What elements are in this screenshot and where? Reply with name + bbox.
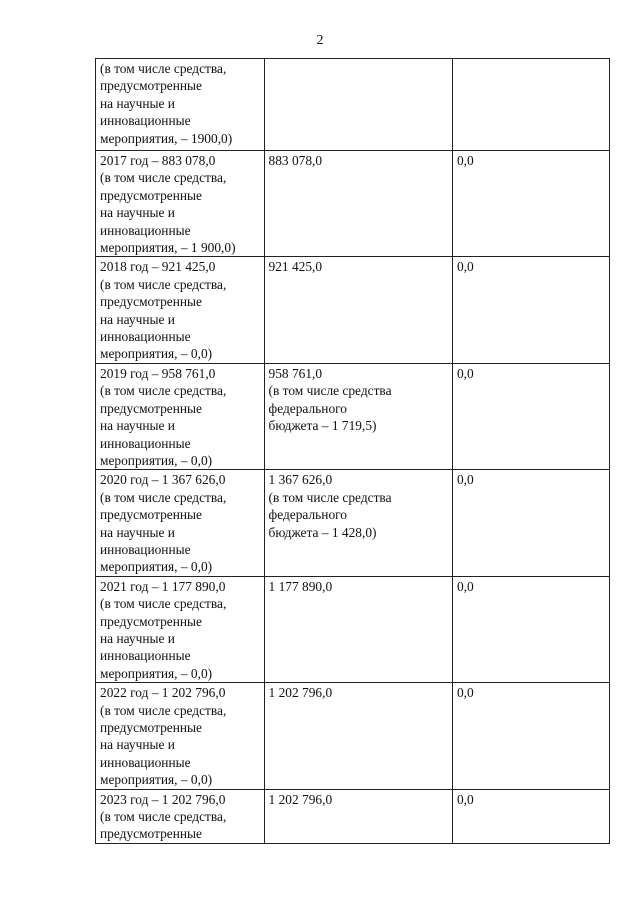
cell-text-line: 1 202 796,0 xyxy=(268,685,333,701)
other-sources-cell xyxy=(452,470,609,576)
cell-text-line: 0,0 xyxy=(456,365,474,381)
cell-text-line: инновационные xyxy=(100,222,191,238)
cell-text-line: (в том числе средства, xyxy=(100,276,227,292)
period-amount-cell xyxy=(96,470,265,576)
cell-text-line: 2022 год – 1 202 796,0 xyxy=(100,685,226,701)
cell-text-line: предусмотренные xyxy=(100,78,202,94)
cell-text-line: (в том числе средства, xyxy=(100,596,227,612)
other-sources-cell xyxy=(452,683,609,789)
cell-text-line: 1 367 626,0 xyxy=(268,472,333,488)
cell-text-line: 1 202 796,0 xyxy=(268,791,333,807)
cell-text-line: на научные и xyxy=(100,737,175,753)
cell-text-line: 2018 год – 921 425,0 xyxy=(100,259,216,275)
cell-text-line: федерального xyxy=(268,507,347,523)
period-amount-cell xyxy=(96,683,265,789)
cell-text-line: мероприятия, – 0,0) xyxy=(100,346,213,362)
table-row xyxy=(96,683,610,789)
cell-text-line: 2023 год – 1 202 796,0 xyxy=(100,791,226,807)
cell-text-line: (в том числе средства, xyxy=(100,383,227,399)
other-sources-cell xyxy=(452,257,609,363)
cell-text-line: бюджета – 1 428,0) xyxy=(268,524,377,540)
cell-text-line: на научные и xyxy=(100,630,175,646)
period-amount-cell xyxy=(96,257,265,363)
cell-text-line: мероприятия, – 0,0) xyxy=(100,665,213,681)
table-row xyxy=(96,59,610,151)
table-row xyxy=(96,151,610,257)
regional-budget-cell xyxy=(264,470,452,576)
cell-text-line: 0,0 xyxy=(456,791,474,807)
cell-text-line: 2019 год – 958 761,0 xyxy=(100,365,216,381)
cell-text-line: на научные и xyxy=(100,311,175,327)
other-sources-cell xyxy=(452,576,609,682)
cell-text-line: предусмотренные xyxy=(100,826,202,842)
cell-text-line: (в том числе средства, xyxy=(100,809,227,825)
cell-text-line: инновационные xyxy=(100,754,191,770)
cell-text-line: предусмотренные xyxy=(100,720,202,735)
cell-text-line: 0,0 xyxy=(456,259,474,275)
other-sources-cell xyxy=(452,363,609,469)
regional-budget-cell xyxy=(264,789,452,843)
cell-text-line: 0,0 xyxy=(456,472,474,488)
period-amount-cell xyxy=(96,789,265,843)
regional-budget-cell xyxy=(264,151,452,257)
table-row xyxy=(96,363,610,469)
budget-table-body xyxy=(96,59,610,844)
other-sources-cell xyxy=(452,789,609,843)
cell-text-line: (в том числе средства, xyxy=(100,702,227,718)
cell-text-line: (в том числе средства xyxy=(268,489,392,505)
cell-text-line: предусмотренные xyxy=(100,294,202,310)
other-sources-cell xyxy=(452,59,609,151)
period-amount-cell xyxy=(96,151,265,257)
cell-text-line: (в том числе средства, xyxy=(100,170,227,186)
table-row xyxy=(96,470,610,576)
table-row xyxy=(96,789,610,843)
cell-text-line: предусмотренные xyxy=(100,613,202,629)
period-amount-cell xyxy=(96,363,265,469)
cell-text-line: 0,0 xyxy=(456,578,474,594)
regional-budget-cell xyxy=(264,257,452,363)
page-number: 2 xyxy=(316,33,324,48)
cell-text-line: 921 425,0 xyxy=(268,259,323,275)
cell-text-line: 883 078,0 xyxy=(268,153,323,168)
cell-text-line: федерального xyxy=(268,400,347,416)
other-sources-cell xyxy=(452,151,609,257)
cell-text-line: 0,0 xyxy=(456,153,474,168)
cell-text-line: 2020 год – 1 367 626,0 xyxy=(100,472,226,488)
cell-text-line: на научные и xyxy=(100,418,175,434)
cell-text-line: мероприятия, – 1900,0) xyxy=(100,130,233,146)
cell-text-line: на научные и xyxy=(100,95,175,111)
period-amount-cell xyxy=(96,59,265,151)
cell-text-line: инновационные xyxy=(100,329,191,345)
table-row xyxy=(96,576,610,682)
cell-text-line: инновационные xyxy=(100,113,191,129)
cell-text-line: предусмотренные xyxy=(100,187,202,203)
cell-text-line: 0,0 xyxy=(456,685,474,701)
cell-text-line: мероприятия, – 0,0) xyxy=(100,452,213,468)
cell-text-line: 2021 год – 1 177 890,0 xyxy=(100,578,226,594)
regional-budget-cell xyxy=(264,683,452,789)
cell-text-line: (в том числе средства, xyxy=(100,61,227,76)
cell-text-line: предусмотренные xyxy=(100,507,202,523)
cell-text-line: инновационные xyxy=(100,541,191,557)
cell-text-line: (в том числе средства, xyxy=(100,489,227,505)
cell-text-line: на научные и xyxy=(100,524,175,540)
regional-budget-cell xyxy=(264,363,452,469)
cell-text-line: мероприятия, – 0,0) xyxy=(100,772,213,788)
budget-table xyxy=(95,58,610,844)
cell-text-line: мероприятия, – 0,0) xyxy=(100,559,213,575)
cell-text-line: (в том числе средства xyxy=(268,383,392,399)
cell-text-line: 2017 год – 883 078,0 xyxy=(100,153,216,168)
period-amount-cell xyxy=(96,576,265,682)
table-row xyxy=(96,257,610,363)
cell-text-line: 958 761,0 xyxy=(268,365,323,381)
regional-budget-cell xyxy=(264,576,452,682)
cell-text-line: бюджета – 1 719,5) xyxy=(268,418,377,434)
cell-text-line: предусмотренные xyxy=(100,400,202,416)
cell-text-line: инновационные xyxy=(100,435,191,451)
regional-budget-cell xyxy=(264,59,452,151)
cell-text-line: 1 177 890,0 xyxy=(268,578,333,594)
cell-text-line: инновационные xyxy=(100,648,191,664)
cell-text-line: на научные и xyxy=(100,205,175,221)
cell-text-line: мероприятия, – 1 900,0) xyxy=(100,240,236,256)
